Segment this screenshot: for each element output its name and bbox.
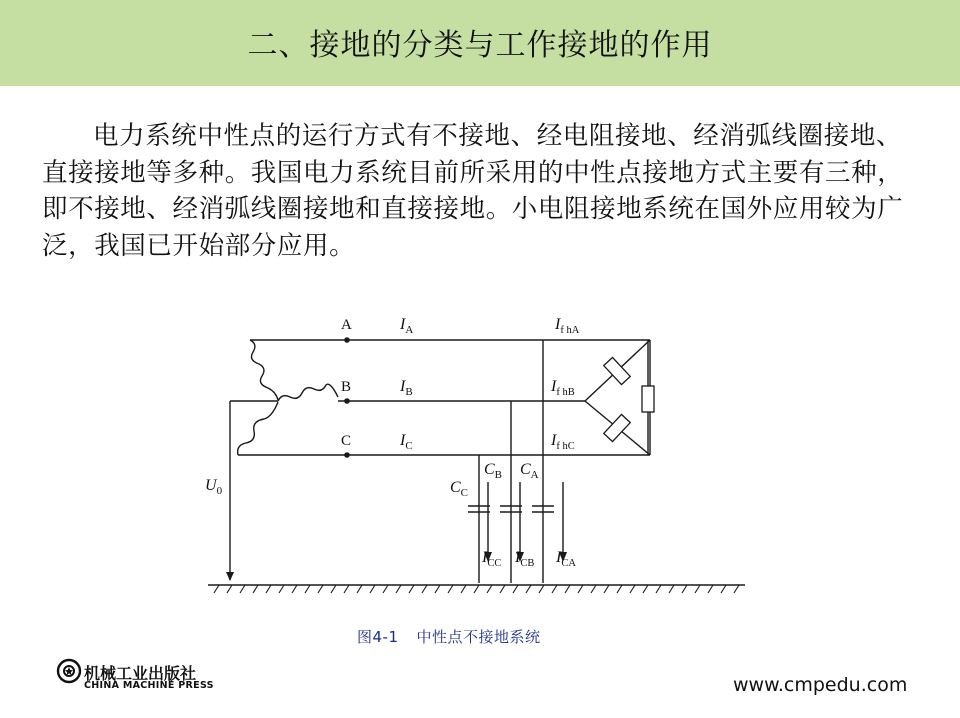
ground-hatch [734, 585, 739, 593]
current-ica: $I_{CA}$ [556, 549, 576, 569]
current-icc: $I_{CC}$ [482, 549, 502, 569]
ground-hatch [643, 585, 648, 593]
ground-hatch [552, 585, 557, 593]
figure-title: 中性点不接地系统 [416, 628, 541, 646]
ground-hatch [630, 585, 635, 593]
ground-hatch [695, 585, 700, 593]
website-link[interactable]: www.cmpedu.com [733, 674, 908, 696]
ground-hatch [513, 585, 518, 593]
ground-hatch [708, 585, 713, 593]
ground-hatch [383, 585, 388, 593]
ground-hatch [591, 585, 596, 593]
ground-hatch [539, 585, 544, 593]
ground-hatch [656, 585, 661, 593]
ground-hatch [370, 585, 375, 593]
winding-a [250, 340, 278, 400]
phase-label-b: B [341, 379, 352, 395]
ground-hatch [227, 585, 232, 593]
figure-caption [357, 626, 541, 647]
current-ib: $I_B$ [400, 378, 413, 398]
ground-hatch [669, 585, 674, 593]
cap-label-ca: $C_A$ [520, 461, 539, 481]
winding-c [238, 402, 278, 455]
ground-hatch [318, 585, 323, 593]
current-ic: $I_C$ [400, 432, 413, 452]
ground-hatch [344, 585, 349, 593]
current-icb: $I_{CB}$ [515, 549, 535, 569]
ground-hatch [305, 585, 310, 593]
phase-label-a: A [341, 317, 352, 333]
ground-hatch [422, 585, 427, 593]
voltage-u0: $U_0$ [205, 477, 223, 497]
current-ifha: $I_{f hA}$ [555, 316, 580, 336]
body-paragraph: 电力系统中性点的运行方式有不接地、经电阻接地、经消弧线圈接地、直接接地等多种。我国电力系统目前所采用的中性点接地方式主要有三种，即不接地、经消弧线圈接地和直接接地。小电阻接地系统在国外应用较为广泛，我国已开始部分应用。 [42, 121, 904, 261]
ground-hatch [578, 585, 583, 593]
current-ifhb: $I_{f hB}$ [551, 378, 575, 398]
circuit-diagram [0, 300, 960, 620]
ground-hatch [721, 585, 726, 593]
ground-hatch [266, 585, 271, 593]
publisher-name-cn: 机械工业出版社 [84, 664, 197, 683]
ground-hatch [279, 585, 284, 593]
current-ifhc: $I_{f hC}$ [551, 432, 575, 452]
ground-hatch [500, 585, 505, 593]
ground-hatch [214, 585, 219, 593]
winding-b [278, 384, 338, 401]
ground-hatch [526, 585, 531, 593]
ground-hatch [565, 585, 570, 593]
ground-hatch [357, 585, 362, 593]
ground-hatch [435, 585, 440, 593]
ground-hatch [409, 585, 414, 593]
ground-hatch [331, 585, 336, 593]
ground-hatch [448, 585, 453, 593]
ground-hatch [617, 585, 622, 593]
figure-number: 图4-1 [357, 628, 399, 646]
ground-hatch [253, 585, 258, 593]
ground-hatch [461, 585, 466, 593]
ground-hatch [487, 585, 492, 593]
ground-hatch [396, 585, 401, 593]
ground-hatch [682, 585, 687, 593]
ground-hatch [604, 585, 609, 593]
slide-title: 二、接地的分类与工作接地的作用 [247, 28, 713, 63]
publisher-name-en: CHINA MACHINE PRESS [84, 680, 214, 691]
ground-hatch [474, 585, 479, 593]
cap-label-cc: $C_C$ [450, 479, 469, 499]
title-bar [0, 0, 960, 86]
current-ia: $I_A$ [400, 316, 414, 336]
phase-label-c: C [341, 433, 352, 449]
publisher-logo-icon [56, 658, 82, 684]
ground-hatch [240, 585, 245, 593]
ground-hatch [292, 585, 297, 593]
cap-label-cb: $C_B$ [484, 461, 503, 481]
